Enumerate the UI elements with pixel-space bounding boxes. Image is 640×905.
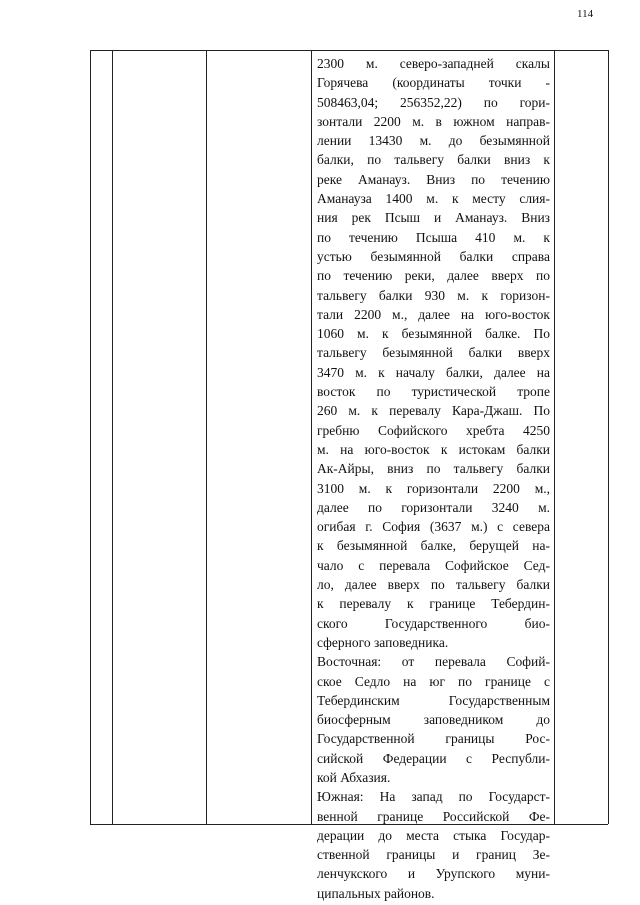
text-line: 2300 м. северо-западней скалы <box>317 56 550 71</box>
column-border-1 <box>90 50 91 824</box>
boundary-description-cell <box>317 54 550 903</box>
text-line: биосферным заповедником до <box>317 712 550 728</box>
text-line: ского Государственного био- <box>317 615 550 631</box>
text-line: по течению Псыша 410 м. к <box>317 229 550 245</box>
text-line: Ак-Айры, вниз по тальвегу балки <box>317 461 550 477</box>
text-line: чало с перевала Софийское Сед- <box>317 557 550 573</box>
column-border-6 <box>608 50 609 824</box>
text-line: Восточная: от перевала Софий- <box>317 654 550 670</box>
boundary-table <box>90 50 608 901</box>
text-line: восток по туристической тропе <box>317 384 550 400</box>
text-line: 508463,04; 256352,22) по гори- <box>317 94 550 110</box>
text-line: сийской Федерации с Республи- <box>317 750 550 766</box>
text-line: сферного заповедника. <box>317 634 449 650</box>
text-line: 3100 м. к горизонтали 2200 м., <box>317 480 550 496</box>
column-border-4 <box>311 50 312 824</box>
text-line: ское Седло на юг по границе с <box>317 673 550 689</box>
text-line: ния рек Псыш и Аманауз. Вниз <box>317 210 550 226</box>
text-line: 3470 м. к началу балки, далее на <box>317 364 550 380</box>
page-number: 114 <box>577 8 594 20</box>
text-line: 1060 м. к безымянной балке. По <box>317 326 550 342</box>
text-line: Южная: На запад по Государст- <box>317 789 550 805</box>
text-line: ленчукского и Урупского муни- <box>317 866 550 882</box>
table-top-border <box>90 50 608 51</box>
text-line: Тебердинским Государственным <box>317 692 550 708</box>
text-line: тальвегу балки 930 м. к горизон- <box>317 287 550 303</box>
text-line: зонтали 2200 м. в южном направ- <box>317 113 550 129</box>
text-line: м. на юго-восток к истокам балки <box>317 441 550 457</box>
text-line: Государственной границы Рос- <box>317 731 550 747</box>
column-border-5 <box>554 50 555 824</box>
column-border-3 <box>206 50 207 824</box>
text-line: кой Абхазия. <box>317 769 391 785</box>
text-line: тали 2200 м., далее на юго-восток <box>317 306 550 322</box>
text-line: дерации до места стыка Государ- <box>317 827 550 843</box>
text-line: реке Аманауз. Вниз по течению <box>317 171 550 187</box>
text-line: Аманауза 1400 м. к месту слия- <box>317 191 550 207</box>
text-line: к перевалу к границе Тебердин- <box>317 596 550 612</box>
text-line: к безымянной балке, берущей на- <box>317 538 550 554</box>
text-line: ципальных районов. <box>317 885 435 901</box>
text-line: гребню Софийского хребта 4250 <box>317 422 550 438</box>
text-line: лении 13430 м. до безымянной <box>317 133 550 149</box>
text-line: 260 м. к перевалу Кара-Джаш. По <box>317 403 550 419</box>
text-line: далее по горизонтали 3240 м. <box>317 499 550 515</box>
text-line: ло, далее вверх по тальвегу балки <box>317 577 550 593</box>
text-line: огибая г. София (3637 м.) с севера <box>317 519 550 535</box>
text-line: по течению реки, далее вверх по <box>317 268 550 284</box>
text-line: ственной границы и границ Зе- <box>317 847 550 863</box>
text-line: балки, по тальвегу балки вниз к <box>317 152 550 168</box>
text-line: Горячева (координаты точки - <box>317 75 550 91</box>
text-line: устью безымянной балки справа <box>317 248 550 264</box>
text-line: венной границе Российской Фе- <box>317 808 550 824</box>
text-line: тальвегу безымянной балки вверх <box>317 345 550 361</box>
column-border-2 <box>112 50 113 824</box>
